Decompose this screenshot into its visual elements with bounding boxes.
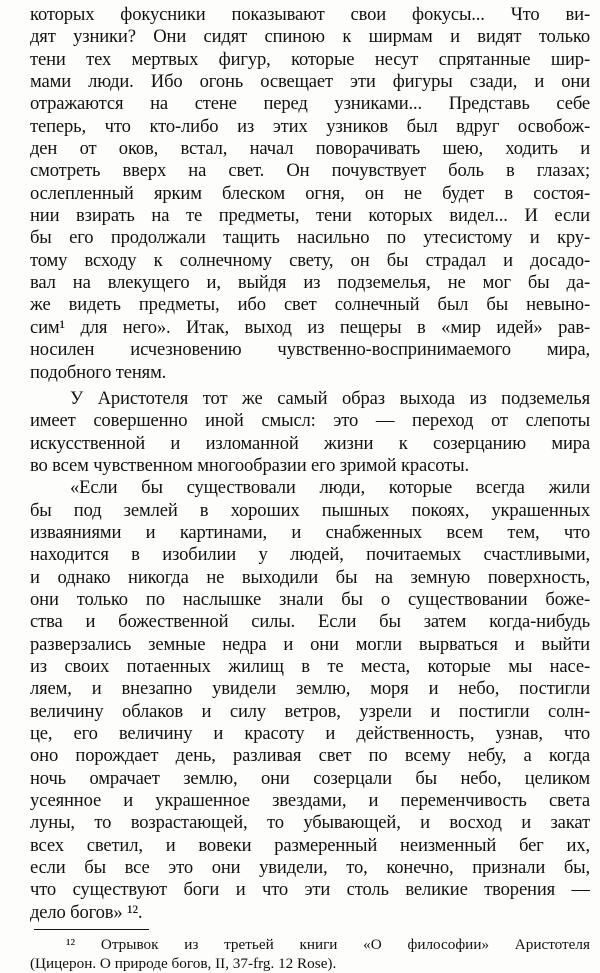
text-line: теперь, что кто-либо из этих узников был вдруг освобож- (30, 115, 590, 137)
text-line: же видеть предметы, ибо свет солнечный был бы невыно- (30, 294, 590, 316)
text-line: разверзались земные недра и они могли вырваться и выйти (30, 633, 590, 655)
text-line: подобного теням. (30, 361, 167, 383)
footnote (30, 935, 590, 973)
text-line: и однако никогда не выходили бы на земную поверхность, (30, 566, 590, 588)
text-line: они только по наслышке знали бы о существовании боже- (30, 588, 590, 610)
text-line: нии взирать на те предметы, тени которых видел... И если (30, 205, 590, 227)
text-line: мами люди. Ибо огонь освещает эти фигуры сзади, и они (30, 71, 590, 93)
text-line: бы под землей в хороших пышных покоях, украшенных (30, 499, 590, 521)
text-line: ден от оков, встал, начал поворачивать шею, ходить и (30, 138, 590, 160)
text-line: если бы все это они увидели, то, конечно, признали бы, (30, 857, 590, 879)
text-line: отражаются на стене перед узниками... Представь себе (30, 93, 590, 115)
text-line: вал на влекущего и, выйдя из подземелья, не мог бы да- (30, 272, 590, 294)
text-line: носилен исчезновению чувственно-воспринимаемого мира, (30, 339, 590, 361)
text-line: величину облаков и силу ветров, узрели и постигли солн- (30, 700, 590, 722)
text-line: ства и божественной силы. Если бы затем когда-нибудь (30, 611, 590, 633)
text-line: це, его величину и красоту и действенность, узнав, что (30, 723, 590, 744)
text-line: сим¹ для него». Итак, выход из пещеры в «мир идей» рав- (30, 316, 590, 338)
text-line: изваяниями и картинами, и снабженных всем тем, что (30, 521, 590, 543)
text-line: ляем, и внезапно увидели землю, моря и небо, постигли (30, 678, 590, 700)
text-line: во всем чувственном многообразии его зримой красоты. (30, 454, 469, 476)
text-line: ночь омрачает землю, они созерцали бы небо, целиком (30, 767, 590, 789)
text-line: смотреть вверх на свет. Он почувствует боль в глазах; (30, 160, 590, 182)
text-line: из своих потаенных жилищ в те места, которые мы насе- (30, 655, 590, 677)
paragraph-2 (30, 388, 590, 477)
footnote-divider (34, 929, 149, 930)
footnote-line: (Цицерон. О природе богов, II, 37-frg. 12 Rose). (30, 955, 337, 973)
text-line: которых фокусники показывают свои фокусы... Что ви- (30, 4, 590, 25)
text-line: У Аристотеля тот же самый образ выхода из подземелья (70, 387, 590, 409)
text-line: луны, то возрастающей, то убывающей, и восход и закат (30, 812, 590, 834)
text-line: всех светил, и вовеки размеренный неизменный бег их, (30, 834, 590, 856)
text-line: тому всходу к солнечному свету, он бы страдал и досадо- (30, 249, 590, 271)
text-line: искусственной и изломанной жизни к созерцанию мира (30, 432, 590, 454)
footnote-line: ¹² Отрывок из третьей книги «О философии» Аристотеля (66, 936, 590, 954)
text-line: тени тех мертвых фигур, которые несут спрятанные шир- (30, 48, 590, 70)
paragraph-3 (30, 477, 590, 924)
paragraph-1 (30, 4, 590, 384)
text-line: бы его продолжали тащить насильно по утесистому и кру- (30, 227, 590, 249)
text-line: что существуют боги и что эти столь великие творения — (30, 879, 590, 901)
text-line: находится в изобилии у людей, почитаемых счастливыми, (30, 544, 590, 566)
body-text (30, 4, 590, 924)
text-line: дят узники? Они сидят спиною к ширмам и видят только (30, 26, 590, 48)
text-line: ослепленный ярким блеском огня, он не будет в состоя- (30, 182, 590, 204)
text-line: усеянное и украшенное звездами, и переменчивость света (30, 790, 590, 812)
text-line: дело богов» ¹². (30, 901, 143, 923)
text-line: оно порождает день, разливая свет по всему небу, а когда (30, 745, 590, 767)
text-line: имеет совершенно иной смысл: это — переход от слепоты (30, 410, 590, 432)
text-line: «Если бы существовали люди, которые всегда жили (70, 477, 590, 499)
